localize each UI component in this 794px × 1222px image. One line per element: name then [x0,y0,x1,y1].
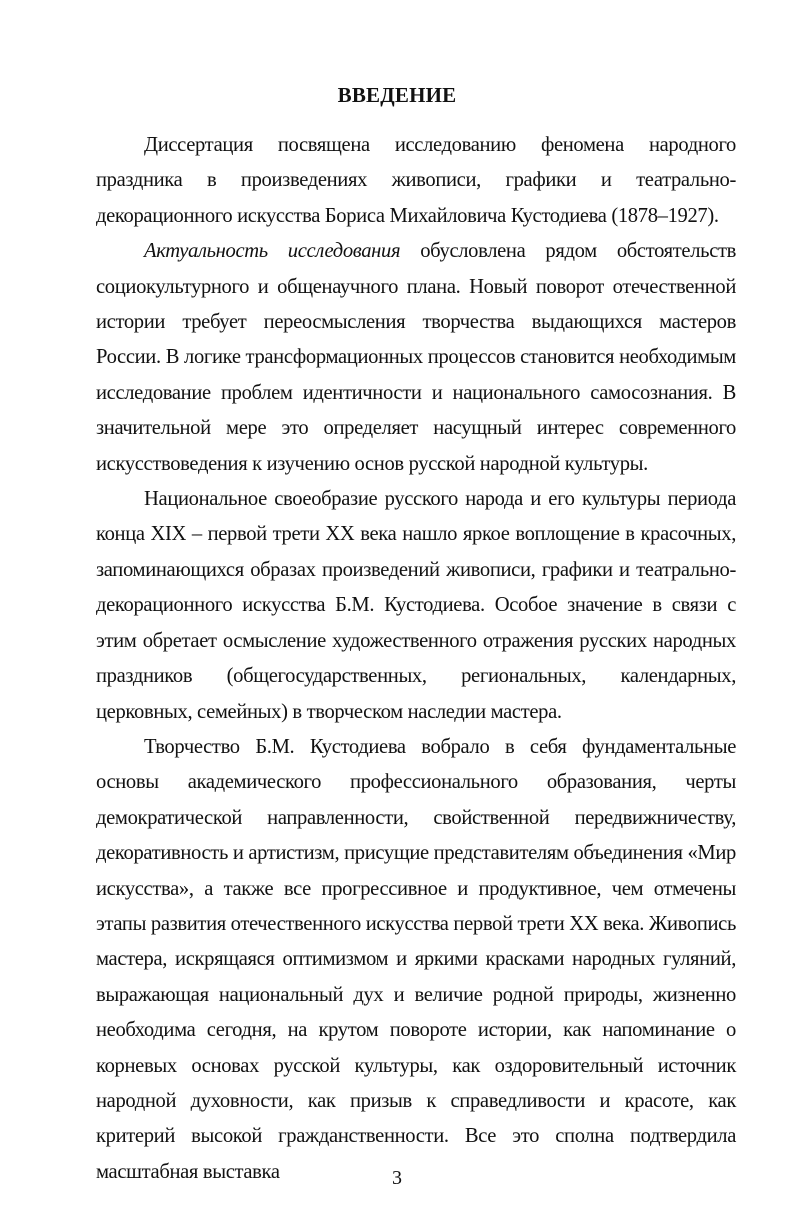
paragraph-national-identity [96,482,736,730]
paragraph-national-identity-text: Национальное своеобразие русского народа и его культуры периода конца XIX – первой трети XX века нашло яркое воплощение в красочных, запоминающихся образах произведений живописи, графики и театрально-декорационного искусства Б.М. Кустодиева. Особое значение в связи с этим обретает осмысление художественного отражения русских народных праздников (общегосударственных, региональных, календарных, церковных, семейных) в творческом наследии мастера. [96,488,736,723]
paragraph-relevance-text: обусловлена рядом обстоятельств социокультурного и общенаучного плана. Новый поворот отечественной истории требует переосмысления творчества выдающихся мастеров России. В логике трансформационных процессов становится необходимым исследование проблем идентичности и национального самосознания. В значительной мере это определяет насущный интерес современного искусствоведения к изучению основ русской народной культуры. [96,240,737,475]
paragraph-intro-text: Диссертация посвящена исследованию феномена народного праздника в произведениях живописи, графики и театрально-декорационного искусства Бориса Михайловича Кустодиева (1878–1927). [96,134,736,227]
relevance-heading: Актуальность исследования [144,240,401,263]
paragraph-creativity-text: Творчество Б.М. Кустодиева вобрало в себя фундаментальные основы академического профессионального образования, черты демократической направленности, свойственной передвижничеству, декоративность и артистизм, присущие представителям объединения «Мир искусства», а также все прогрессивное и продуктивное, чем отмечены этапы развития отечественного искусства первой трети XX века. Живопись мастера, искрящаяся оптимизмом и яркими красками народных гуляний, выражающая национальный дух и величие родной природы, жизненно необходима сегодня, на крутом повороте истории, как напоминание о корневых основах русской культуры, как оздоровительный источник народной духовности, как призыв к справедливости и красоте, как критерий высокой гражданственности. Все это сполна подтвердила масштабная выставка [96,735,736,1183]
body-text [96,128,736,1190]
paragraph-creativity [96,730,736,1190]
paragraph-relevance [96,234,736,482]
page-number: 3 [392,1167,402,1189]
page-title: ВВЕДЕНИЕ [337,83,457,107]
paragraph-intro [96,128,736,234]
